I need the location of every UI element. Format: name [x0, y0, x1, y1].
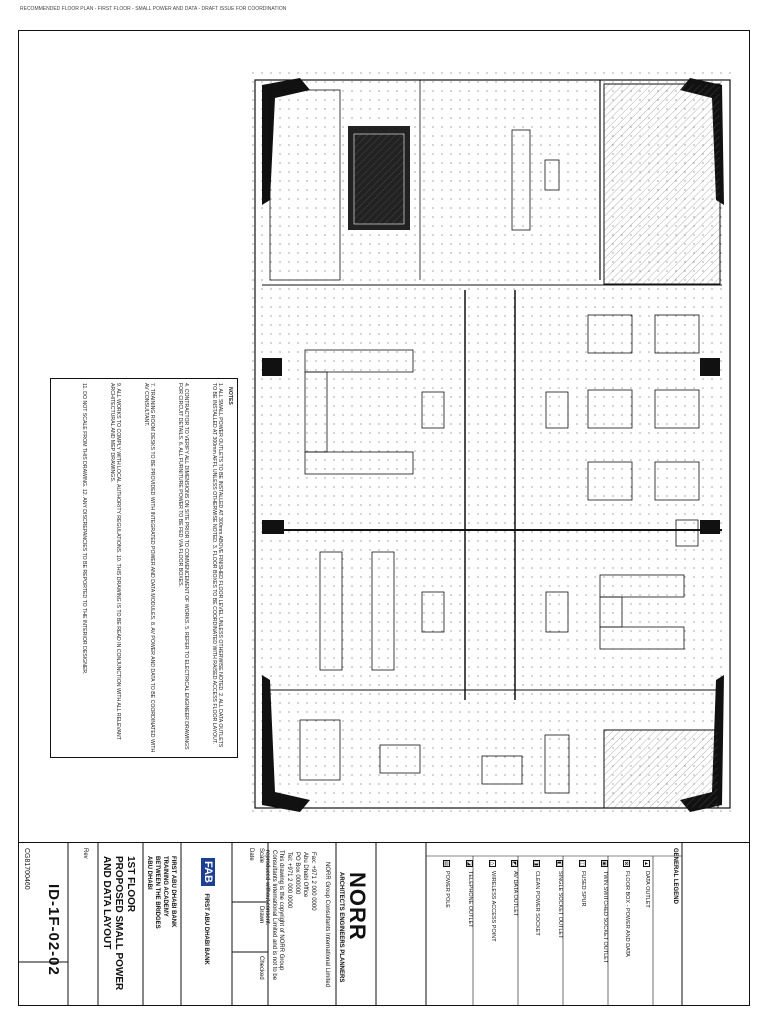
checked-label: Checked — [258, 956, 264, 980]
rev-label: Rev — [82, 848, 88, 859]
legend-label: AV DATA OUTLET — [512, 871, 518, 917]
drawing-title-line: PROPOSED SMALL POWER — [113, 856, 124, 991]
client-logo — [200, 858, 218, 965]
legend-item — [443, 860, 450, 908]
legend-label: DATA OUTLET — [644, 871, 650, 908]
legend-symbol-icon: ◩ — [511, 861, 517, 866]
title-block — [18, 842, 750, 1006]
legend-label: POWER POLE — [444, 871, 450, 908]
legend-symbol-icon: ▣ — [601, 861, 607, 866]
legend-symbol-icon: ◪ — [466, 861, 472, 866]
notes-panel — [50, 378, 238, 758]
consultant-phone: Tel: +971 2 000 0000 — [286, 852, 292, 909]
project-line: BETWEEN THE BRIDGES — [154, 856, 160, 929]
fab-logo-mark: FAB — [201, 858, 215, 886]
legend-item — [556, 860, 563, 938]
legend-item — [489, 860, 496, 942]
drawn-label: Drawn — [258, 906, 264, 924]
project-line: ABU DHABI — [146, 856, 152, 890]
drawing-title-line: AND DATA LAYOUT — [101, 856, 112, 950]
legend-label: TELEPHONE OUTLET — [467, 871, 473, 928]
legend-symbol-icon: ⊠ — [623, 861, 629, 866]
consultant-company: NORR Group Consultants International Limited — [324, 862, 330, 988]
legend-item — [601, 860, 608, 963]
legend-item — [643, 860, 650, 908]
legend-item — [533, 860, 540, 936]
legend-item — [466, 860, 473, 928]
legend-symbol-icon: ▲ — [643, 861, 649, 866]
notes-column: 1. ALL SMALL POWER OUTLETS TO BE INSTALLED AT 300mm ABOVE FINISHED FLOOR LEVEL UNLESS OTHERWISE NOTED. 2. ALL DATA OUTLETS TO BE INSTALLED AT 300mm AFFL UNLESS OTHERWISE NOTED. 3. FLOOR BOXES TO BE COORDINATED WITH RAISED ACCESS FLOOR LAYOUT. — [210, 383, 223, 748]
legend-label: SINGLE SOCKET OUTLET — [557, 871, 563, 939]
project-number: CG81700460 — [23, 848, 30, 890]
notes-column: 11. DO NOT SCALE FROM THIS DRAWING. 12. ANY DISCREPANCIES TO BE REPORTED TO THE INTERIOR DESIGNER. — [81, 383, 87, 675]
legend-symbol-icon: △ — [489, 861, 495, 866]
legend-item — [511, 860, 518, 916]
legend-label: CLEAN POWER SOCKET — [534, 871, 540, 936]
legend-label: WIRELESS ACCESS POINT — [490, 871, 496, 942]
scale-label: Scale — [258, 848, 264, 864]
project-line: FIRST ABU DHABI BANK — [170, 856, 176, 928]
project-line: TRAINING ACADEMY — [162, 856, 168, 917]
legend-symbol-icon: ◧ — [556, 861, 562, 866]
legend-label: TWIN SWITCHED SOCKET OUTLET — [602, 871, 608, 964]
legend-symbol-icon: ◫ — [579, 861, 585, 866]
drawing-title-line: 1ST FLOOR — [125, 856, 136, 913]
legend-label: FUSED SPUR — [580, 871, 586, 907]
consultant-fax: Fax: +971 2 000 0000 — [310, 852, 316, 911]
norr-tagline: ARCHITECTS ENGINEERS PLANNERS — [338, 872, 344, 983]
date-label: Date — [248, 848, 254, 861]
legend-symbol-icon: ▤ — [443, 861, 449, 866]
notes-column: 7. TRAINING ROOM DESKS TO BE PROVIDED WITH INTEGRATED POWER AND DATA MODULES. 8. AV POWER AND DATA TO BE COORDINATED WITH AV CONSULTANT. — [142, 383, 155, 753]
notes-column: 4. CONTRACTOR TO VERIFY ALL DIMENSIONS ON SITE PRIOR TO COMMENCEMENT OF WORKS. 5. REFER TO ELECTRICAL ENGINEER DRAWINGS FOR CIRCUIT DETAILS. 6. ALL FURNITURE POWER TO BE FED VIA FLOOR BOXES. — [176, 383, 189, 750]
legend-symbol-icon: ◨ — [533, 861, 539, 866]
notes-column: 9. ALL WORKS TO COMPLY WITH LOCAL AUTHORITY REGULATIONS. 10. THIS DRAWING IS TO BE READ IN CONJUNCTION WITH ALL RELEVANT ARCHITECTURAL AND MEP DRAWINGS. — [108, 383, 121, 740]
consultant-address: Abu Dhabi Office — [302, 852, 308, 898]
norr-logo: NORR — [345, 872, 370, 941]
legend-item — [623, 860, 630, 957]
client-name: FIRST ABU DHABI BANK — [203, 893, 209, 965]
notes-title: NOTES — [227, 387, 233, 405]
consultant-address: PO Box 000000 — [294, 852, 300, 895]
drawing-number: ID-1F-02-02 — [45, 884, 62, 976]
consultant-disclaimer: This drawing is the copyright of NORR Group Consultants International Limited and is not to be reproduced without consent. — [264, 850, 284, 981]
legend-label: FLOOR BOX - POWER AND DATA — [624, 871, 630, 957]
legend-title: GENERAL LEGEND — [672, 848, 678, 904]
legend-item — [579, 860, 586, 906]
header-strip: RECOMMENDED FLOOR PLAN - FIRST FLOOR - SMALL POWER AND DATA - DRAFT ISSUE FOR COORDINATION — [20, 6, 287, 12]
